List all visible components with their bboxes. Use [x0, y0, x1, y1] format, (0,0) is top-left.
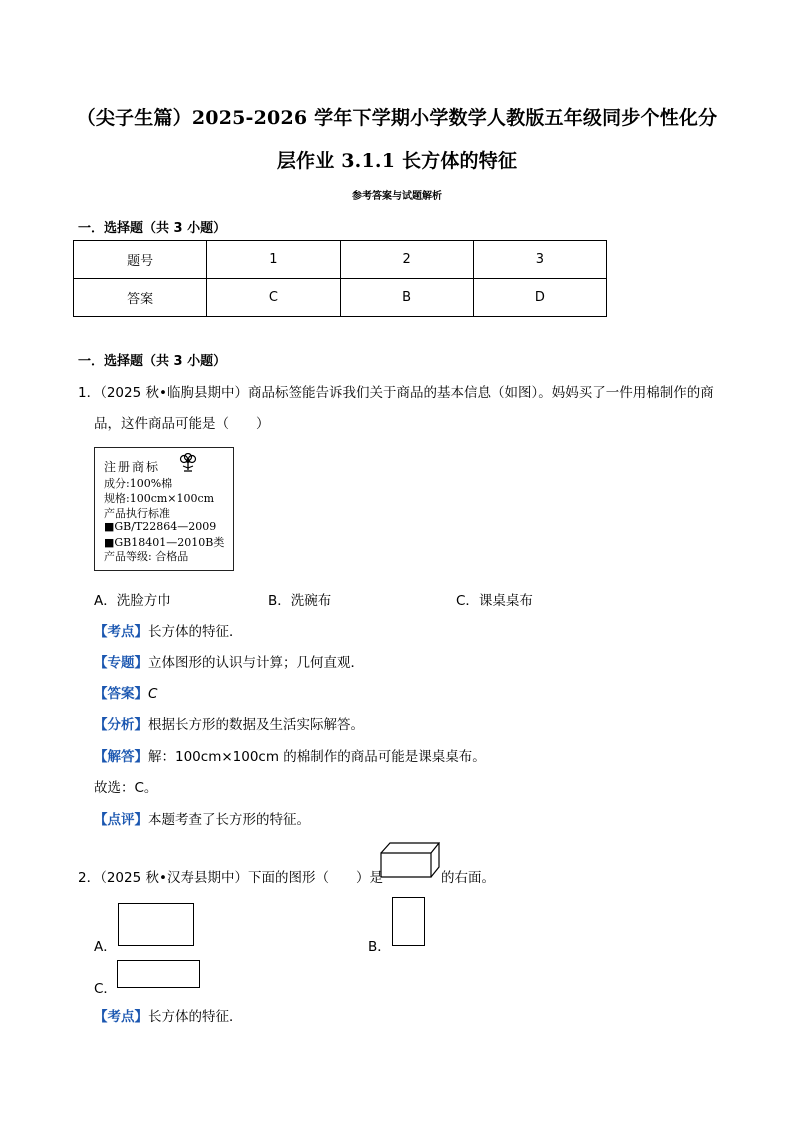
kaodian-tag: 【考点】	[94, 1009, 148, 1025]
daan-tag: 【答案】	[94, 686, 148, 702]
q1-option-c: C．课桌桌布	[456, 593, 533, 609]
q2-stem-before: 2．（2025 秋•汉寿县期中）下面的图形（ ）是	[78, 870, 383, 886]
q1-jieda	[94, 745, 486, 765]
answer-table	[73, 240, 607, 317]
table-cell: 3	[473, 241, 606, 279]
product-label-image	[94, 447, 234, 571]
q2-option-a-rectangle	[118, 903, 194, 946]
q1-stem-line-2: 品，这件商品可能是（ ）	[94, 416, 270, 432]
fenxi-text: 根据长方形的数据及生活实际解答。	[148, 717, 364, 733]
table-cell: D	[473, 279, 606, 317]
q1-option-a: A．洗脸方巾	[94, 593, 171, 609]
label-line: 产品执行标准	[104, 507, 170, 520]
fenxi-tag: 【分析】	[94, 717, 148, 733]
q1-fenxi	[94, 713, 364, 733]
label-line: ■GB/T22864—2009	[104, 520, 217, 533]
detail-section-heading: 一．选择题（共 3 小题）	[78, 354, 227, 369]
dianping-text: 本题考查了长方形的特征。	[148, 812, 310, 828]
q1-daan	[94, 682, 157, 702]
label-line: ■GB18401—2010B类	[104, 536, 225, 549]
kaodian-tag: 【考点】	[94, 624, 148, 640]
q2-kaodian	[94, 1005, 243, 1025]
q1-guxuan: 故选：C。	[94, 780, 158, 796]
cuboid-figure	[380, 842, 440, 878]
label-line: 规格:100cm×100cm	[104, 492, 215, 505]
table-cell: B	[340, 279, 473, 317]
table-cell: 1	[207, 241, 340, 279]
q2-option-a-label: A．	[94, 939, 117, 955]
jieda-text: 解：100cm×100cm 的棉制作的商品可能是课桌桌布。	[148, 749, 486, 765]
zhuanti-text: 立体图形的认识与计算；几何直观．	[148, 655, 364, 671]
table-cell: 2	[340, 241, 473, 279]
document-title-line-2: 层作业 3.1.1 长方体的特征	[276, 150, 518, 172]
q1-kaodian	[94, 620, 243, 640]
dianping-tag: 【点评】	[94, 812, 148, 828]
kaodian-text: 长方体的特征．	[148, 1009, 243, 1025]
q1-zhuanti	[94, 651, 364, 671]
table-cell: 答案	[74, 279, 207, 317]
q2-option-b-rectangle	[392, 897, 425, 946]
answer-section-heading: 一．选择题（共 3 小题）	[78, 221, 227, 236]
table-cell: 题号	[74, 241, 207, 279]
document-title-line-1: （尖子生篇）2025-2026 学年下学期小学数学人教版五年级同步个性化分	[76, 107, 718, 129]
q1-stem-line-1: 1．（2025 秋•临朐县期中）商品标签能告诉我们关于商品的基本信息（如图）。妈妈买了一件用棉制作的商	[78, 385, 714, 401]
q1-option-b: B．洗碗布	[268, 593, 332, 609]
q1-dianping	[94, 808, 310, 828]
q2-option-c-label: C．	[94, 981, 117, 997]
label-line: 注册商标	[104, 460, 161, 474]
table-row	[74, 241, 607, 279]
jieda-tag: 【解答】	[94, 749, 148, 765]
q2-stem-after: 的右面。	[441, 870, 495, 886]
document-subtitle: 参考答案与试题解析	[352, 191, 442, 202]
daan-text: C	[148, 686, 158, 702]
label-line: 产品等级: 合格品	[104, 550, 189, 563]
zhuanti-tag: 【专题】	[94, 655, 148, 671]
q2-option-c-rectangle	[117, 960, 200, 988]
q2-option-b-label: B．	[368, 939, 391, 955]
table-cell: C	[207, 279, 340, 317]
label-line: 成分:100%棉	[104, 477, 173, 490]
cotton-logo-icon	[177, 453, 199, 473]
table-row	[74, 279, 607, 317]
kaodian-text: 长方体的特征．	[148, 624, 243, 640]
